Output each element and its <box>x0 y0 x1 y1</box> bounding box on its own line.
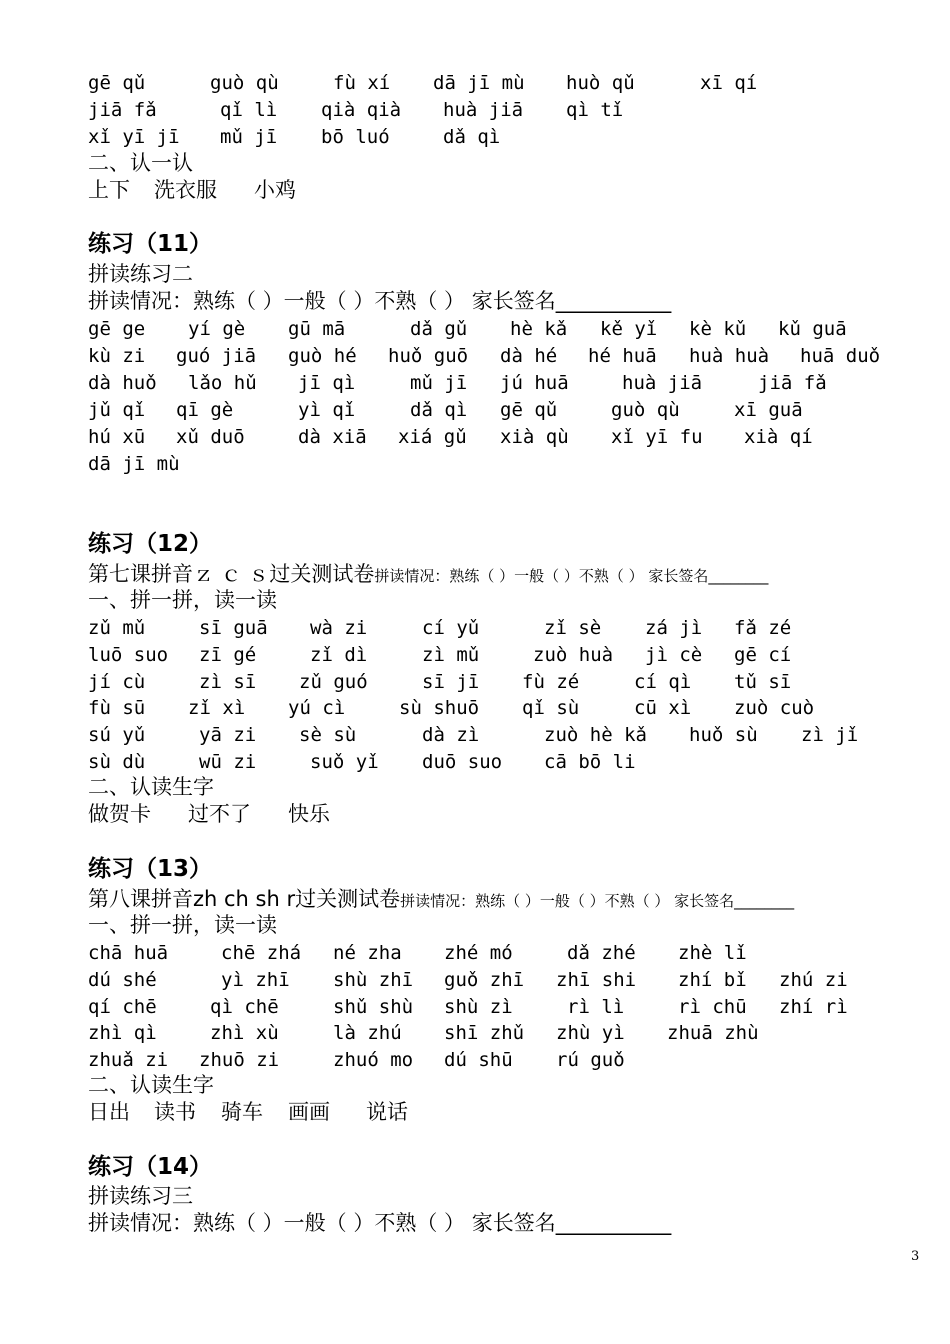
section-heading: 一、拼一拼，读一读 <box>88 913 277 937</box>
section-heading: 二、认读生字 <box>88 1073 214 1097</box>
pinyin-word: huà jiā <box>443 99 524 121</box>
pinyin-word: kè kǔ <box>689 318 747 340</box>
pinyin-word: jiā fǎ <box>758 372 827 394</box>
pinyin-word: zhè lǐ <box>678 942 747 964</box>
pinyin-word: kě yǐ <box>600 318 658 340</box>
test-title: 第七课拼音ｚ ｃ ｓ过关测试卷 <box>88 562 375 586</box>
character-word: 过不了 <box>188 802 251 826</box>
test-title: 第八课拼音zh ch sh r过关测试卷 <box>88 887 401 911</box>
pinyin-word: dà zì <box>422 724 480 746</box>
pinyin-word: chā huā <box>88 942 169 964</box>
pinyin-word: dà hé <box>500 345 558 367</box>
pinyin-word: shù zhī <box>333 969 414 991</box>
pinyin-word: dā jī mù <box>88 453 180 475</box>
pinyin-word: dú shū <box>444 1049 513 1071</box>
pinyin-word: fù sū <box>88 697 146 719</box>
pinyin-word: huǒ guō <box>388 345 469 367</box>
pinyin-word: fù xí <box>333 72 391 94</box>
pinyin-word: luō suo <box>88 644 169 666</box>
pinyin-word: sú yǔ <box>88 724 146 746</box>
character-word: 日出 <box>88 1100 130 1124</box>
pinyin-word: jú huā <box>500 372 569 394</box>
pinyin-word: zì sī <box>199 671 257 693</box>
pinyin-word: yā zi <box>199 724 257 746</box>
pinyin-word: sè sù <box>299 724 357 746</box>
pinyin-word: lǎo hǔ <box>188 372 257 394</box>
exercise-subtitle: 拼读练习二 <box>88 262 193 286</box>
character-word: 快乐 <box>288 802 330 826</box>
pinyin-word: qí chē <box>88 996 157 1018</box>
pinyin-word: gē ge <box>88 318 146 340</box>
pinyin-word: zǐ xì <box>188 697 246 719</box>
pinyin-word: huà huà <box>689 345 770 367</box>
pinyin-word: zhuō zi <box>199 1049 280 1071</box>
section-heading: 一、拼一拼，读一读 <box>88 588 277 612</box>
pinyin-word: qǐ lì <box>220 99 278 121</box>
pinyin-word: shī zhǔ <box>444 1022 525 1044</box>
pinyin-word: là zhú <box>333 1022 402 1044</box>
pinyin-word: hè kǎ <box>510 318 568 340</box>
pinyin-word: zhí rì <box>779 996 848 1018</box>
pinyin-word: dǎ zhé <box>567 942 636 964</box>
pinyin-word: dǎ gǔ <box>410 318 468 340</box>
pinyin-word: jì cè <box>645 644 703 666</box>
section-heading: 二、认读生字 <box>88 775 214 799</box>
pinyin-word: zì mǔ <box>422 644 480 666</box>
exercise-subtitle <box>88 886 794 912</box>
pinyin-word: wà zi <box>310 617 368 639</box>
pinyin-word: huǒ sù <box>689 724 758 746</box>
reading-status-line: 拼读情况：熟练（ ）一般（ ）不熟（ ） 家长签名___________ <box>88 289 672 313</box>
pinyin-word: xiá gǔ <box>398 426 467 448</box>
pinyin-word: kù zi <box>88 345 146 367</box>
exercise-title: 练习（13） <box>88 856 213 882</box>
pinyin-word: qī gè <box>176 399 234 421</box>
pinyin-word: sù dù <box>88 751 146 773</box>
pinyin-word: xǐ yī jī <box>88 126 180 148</box>
pinyin-word: zuò cuò <box>734 697 815 719</box>
pinyin-word: fù zé <box>522 671 580 693</box>
pinyin-word: zǐ sè <box>544 617 602 639</box>
pinyin-word: zī gé <box>199 644 257 666</box>
pinyin-word: zǔ mǔ <box>88 617 146 639</box>
character-word: 说话 <box>366 1100 408 1124</box>
reading-status-line: 拼读情况：熟练（ ）一般（ ）不熟（ ） 家长签名________ <box>374 567 769 585</box>
exercise-subtitle: 拼读练习三 <box>88 1184 193 1208</box>
reading-status-line: 拼读情况：熟练（ ）一般（ ）不熟（ ） 家长签名________ <box>400 892 795 910</box>
pinyin-word: zhú zi <box>779 969 848 991</box>
pinyin-word: fǎ zé <box>734 617 792 639</box>
pinyin-word: jiā fǎ <box>88 99 157 121</box>
pinyin-word: yú cì <box>288 697 346 719</box>
pinyin-word: né zha <box>333 942 402 964</box>
pinyin-word: zuò hè kǎ <box>544 724 647 746</box>
pinyin-word: huā duǒ <box>800 345 881 367</box>
pinyin-word: dà xiā <box>298 426 367 448</box>
pinyin-word: zhù yì <box>556 1022 625 1044</box>
pinyin-word: guò qù <box>210 72 279 94</box>
pinyin-word: gē cí <box>734 644 792 666</box>
character-word: 画画 <box>288 1100 330 1124</box>
pinyin-word: bō luó <box>321 126 390 148</box>
pinyin-word: qǐ sù <box>522 697 580 719</box>
pinyin-word: qì chē <box>210 996 279 1018</box>
pinyin-word: xià qí <box>744 426 813 448</box>
pinyin-word: zhī shi <box>556 969 637 991</box>
character-word: 做贺卡 <box>88 802 151 826</box>
pinyin-word: huà jiā <box>622 372 703 394</box>
pinyin-word: xǐ yī fu <box>611 426 703 448</box>
pinyin-word: dú shé <box>88 969 157 991</box>
pinyin-word: hú xū <box>88 426 146 448</box>
pinyin-word: duō suo <box>422 751 503 773</box>
pinyin-word: gē qǔ <box>88 72 146 94</box>
pinyin-word: guò qù <box>611 399 680 421</box>
pinyin-word: huò qǔ <box>566 72 635 94</box>
pinyin-word: guò hé <box>288 345 357 367</box>
pinyin-word: zhuó mo <box>333 1049 414 1071</box>
pinyin-word: rú guǒ <box>556 1049 625 1071</box>
pinyin-word: jǔ qǐ <box>88 399 146 421</box>
pinyin-word: xǔ duō <box>176 426 245 448</box>
pinyin-word: gē qǔ <box>500 399 558 421</box>
pinyin-word: mǔ jī <box>410 372 468 394</box>
pinyin-word: cí qì <box>634 671 692 693</box>
pinyin-word: zhì xù <box>210 1022 279 1044</box>
pinyin-word: dǎ qì <box>410 399 468 421</box>
exercise-subtitle <box>88 561 768 587</box>
pinyin-word: dā jī mù <box>433 72 525 94</box>
pinyin-word: chē zhá <box>221 942 302 964</box>
pinyin-word: tǔ sī <box>734 671 792 693</box>
page-number: 3 <box>911 1249 920 1264</box>
pinyin-word: rì lì <box>567 996 625 1018</box>
pinyin-word: zhuǎ zi <box>88 1049 169 1071</box>
pinyin-word: shù zì <box>444 996 513 1018</box>
pinyin-word: guǒ zhī <box>444 969 525 991</box>
exercise-title: 练习（14） <box>88 1154 213 1180</box>
exercise-title: 练习（11） <box>88 231 213 257</box>
pinyin-word: zhé mó <box>444 942 513 964</box>
pinyin-word: wū zi <box>199 751 257 773</box>
pinyin-word: dǎ qì <box>443 126 501 148</box>
pinyin-word: cū xì <box>634 697 692 719</box>
character-word: 小鸡 <box>254 178 296 202</box>
character-word: 上下 <box>88 178 130 202</box>
pinyin-word: kǔ guā <box>778 318 847 340</box>
exercise-title: 练习（12） <box>88 531 213 557</box>
pinyin-word: zǐ dì <box>310 644 368 666</box>
pinyin-word: zhì qì <box>88 1022 157 1044</box>
pinyin-word: gū mā <box>288 318 346 340</box>
pinyin-word: yì zhī <box>221 969 290 991</box>
pinyin-word: dà huǒ <box>88 372 157 394</box>
pinyin-word: xià qù <box>500 426 569 448</box>
pinyin-word: cā bō li <box>544 751 636 773</box>
character-word: 骑车 <box>221 1100 263 1124</box>
character-word: 读书 <box>154 1100 196 1124</box>
pinyin-word: jí cù <box>88 671 146 693</box>
pinyin-word: guó jiā <box>176 345 257 367</box>
pinyin-word: cí yǔ <box>422 617 480 639</box>
pinyin-word: jī qì <box>298 372 356 394</box>
pinyin-word: suǒ yǐ <box>310 751 379 773</box>
pinyin-word: zuò huà <box>533 644 614 666</box>
pinyin-word: zhí bǐ <box>678 969 747 991</box>
character-word: 洗衣服 <box>154 178 217 202</box>
pinyin-word: sī guā <box>199 617 268 639</box>
pinyin-word: zá jì <box>645 617 703 639</box>
pinyin-word: zì jǐ <box>801 724 859 746</box>
pinyin-word: sī jī <box>422 671 480 693</box>
pinyin-word: zhuā zhù <box>667 1022 759 1044</box>
pinyin-word: shǔ shù <box>333 996 414 1018</box>
pinyin-word: qì tǐ <box>566 99 624 121</box>
pinyin-word: xī guā <box>734 399 803 421</box>
pinyin-word: yì qǐ <box>298 399 356 421</box>
pinyin-word: qià qià <box>321 99 402 121</box>
pinyin-word: mǔ jī <box>220 126 278 148</box>
pinyin-word: yí gè <box>188 318 246 340</box>
pinyin-word: rì chū <box>678 996 747 1018</box>
pinyin-word: hé huā <box>588 345 657 367</box>
pinyin-word: xī qí <box>700 72 758 94</box>
reading-status-line: 拼读情况：熟练（ ）一般（ ）不熟（ ） 家长签名___________ <box>88 1211 672 1235</box>
section-heading: 二、认一认 <box>88 151 193 175</box>
pinyin-word: zǔ guó <box>299 671 368 693</box>
pinyin-word: sù shuō <box>399 697 480 719</box>
